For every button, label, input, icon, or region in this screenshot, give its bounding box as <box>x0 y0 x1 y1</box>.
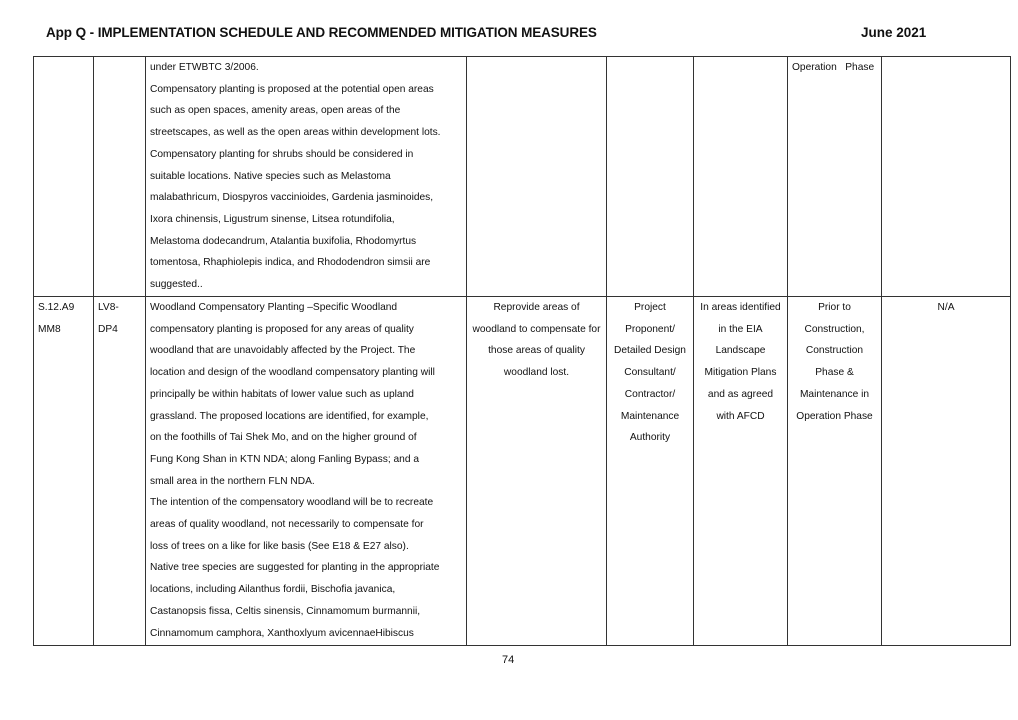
text-line: Compensatory planting is proposed at the potential open areas <box>150 83 434 95</box>
text-line: S.12.A9 <box>38 302 75 313</box>
text-line: Operation Phase <box>796 410 873 422</box>
implementation-schedule-table <box>33 56 1011 646</box>
text-line: Operation Phase <box>792 62 875 73</box>
text-line: Melastoma dodecandrum, Atalantia buxifolia, Rhodomyrtus <box>150 235 417 247</box>
text-line: malabathricum, Diospyros vaccinioides, Gardenia jasminoides, <box>150 192 434 204</box>
page-number: 74 <box>502 654 515 666</box>
text-line: Mitigation Plans <box>704 367 777 379</box>
text-line: Native tree species are suggested for planting in the appropriate <box>150 562 440 574</box>
text-line: with AFCD <box>716 410 765 422</box>
emis-ref-cell <box>94 57 146 297</box>
objectives-cell <box>467 57 607 297</box>
text-line: Cinnamomum camphora, Xanthoxlyum avicennaeHibiscus <box>150 627 414 639</box>
text-line: location and design of the woodland compensatory planting will <box>150 367 435 379</box>
eia-ref-cell <box>34 297 94 646</box>
timing-cell <box>788 57 882 297</box>
emis-ref-cell <box>94 297 146 646</box>
text-line: LV8- <box>98 302 119 313</box>
text-line: grassland. The proposed locations are identified, for example, <box>150 410 429 422</box>
text-line: Consultant/ <box>624 367 676 379</box>
text-line: The intention of the compensatory woodland will be to recreate <box>150 497 434 509</box>
timing-cell <box>788 297 882 646</box>
text-line: principally be within habitats of lower value such as upland <box>150 388 414 400</box>
text-line: locations, including Ailanthus fordii, Bischofia javanica, <box>150 584 396 596</box>
location-cell <box>694 297 788 646</box>
text-line: Authority <box>629 432 671 444</box>
text-line: MM8 <box>38 323 61 335</box>
text-line: Prior to <box>818 302 851 313</box>
text-line: Compensatory planting for shrubs should be considered in <box>150 148 414 160</box>
text-line: DP4 <box>98 323 118 335</box>
implementation-agent-cell <box>607 297 694 646</box>
requirements-cell: N/A <box>882 297 1011 646</box>
text-line: Ixora chinensis, Ligustrum sinense, Litsea rotundifolia, <box>150 213 395 225</box>
text-line: compensatory planting is proposed for any areas of quality <box>150 323 414 335</box>
text-line: Reprovide areas of <box>493 302 580 313</box>
eia-ref-cell <box>34 57 94 297</box>
text-line: Maintenance in <box>799 388 870 400</box>
text-line: Contractor/ <box>624 388 676 400</box>
text-line: those areas of quality <box>488 345 585 357</box>
text-line: streetscapes, as well as the open areas within development lots. <box>150 127 441 139</box>
text-line: Maintenance <box>620 410 680 422</box>
text-line: on the foothills of Tai Shek Mo, and on the higher ground of <box>150 432 417 444</box>
table-row <box>34 57 1011 297</box>
text-line: such as open spaces, amenity areas, open areas of the <box>150 105 401 117</box>
measures-cell <box>146 57 467 297</box>
text-line: Proponent/ <box>625 323 675 335</box>
text-line: In areas identified <box>700 302 781 313</box>
text-line: and as agreed <box>707 388 774 400</box>
implementation-agent-cell <box>607 57 694 297</box>
document-header-title: App Q - IMPLEMENTATION SCHEDULE AND RECOMMENDED MITIGATION MEASURES <box>46 25 597 40</box>
document-header-date: June 2021 <box>861 25 927 40</box>
text-line: suitable locations. Native species such as Melastoma <box>150 170 391 182</box>
text-line: tomentosa, Rhaphiolepis indica, and Rhododendron simsii are <box>150 257 431 269</box>
text-line: Construction, <box>804 323 865 335</box>
measures-cell <box>146 297 467 646</box>
text-line: woodland to compensate for <box>472 323 601 335</box>
text-line: Phase & <box>815 367 854 379</box>
text-line: loss of trees on a like for like basis (See E18 & E27 also). <box>150 540 409 552</box>
text-line: Detailed Design <box>614 345 686 357</box>
text-line: woodland that are unavoidably affected by the Project. The <box>150 345 416 357</box>
text-line: Fung Kong Shan in KTN NDA; along Fanling Bypass; and a <box>150 453 419 465</box>
objectives-cell <box>467 297 607 646</box>
text-line: in the EIA <box>718 323 763 335</box>
location-cell <box>694 57 788 297</box>
text-line: Woodland Compensatory Planting –Specific Woodland <box>150 302 398 313</box>
text-line: suggested.. <box>150 279 203 291</box>
text-line: under ETWBTC 3/2006. <box>150 62 259 73</box>
text-line: Landscape <box>715 345 766 357</box>
text-line: areas of quality woodland, not necessarily to compensate for <box>150 519 424 531</box>
requirements-cell <box>882 57 1011 297</box>
text-line: small area in the northern FLN NDA. <box>150 475 315 487</box>
text-line: woodland lost. <box>503 367 570 379</box>
text-line: Project <box>634 302 666 313</box>
text-line: Castanopsis fissa, Celtis sinensis, Cinnamomum burmannii, <box>150 605 421 617</box>
text-line: Construction <box>805 345 864 357</box>
table-row <box>34 297 1011 646</box>
